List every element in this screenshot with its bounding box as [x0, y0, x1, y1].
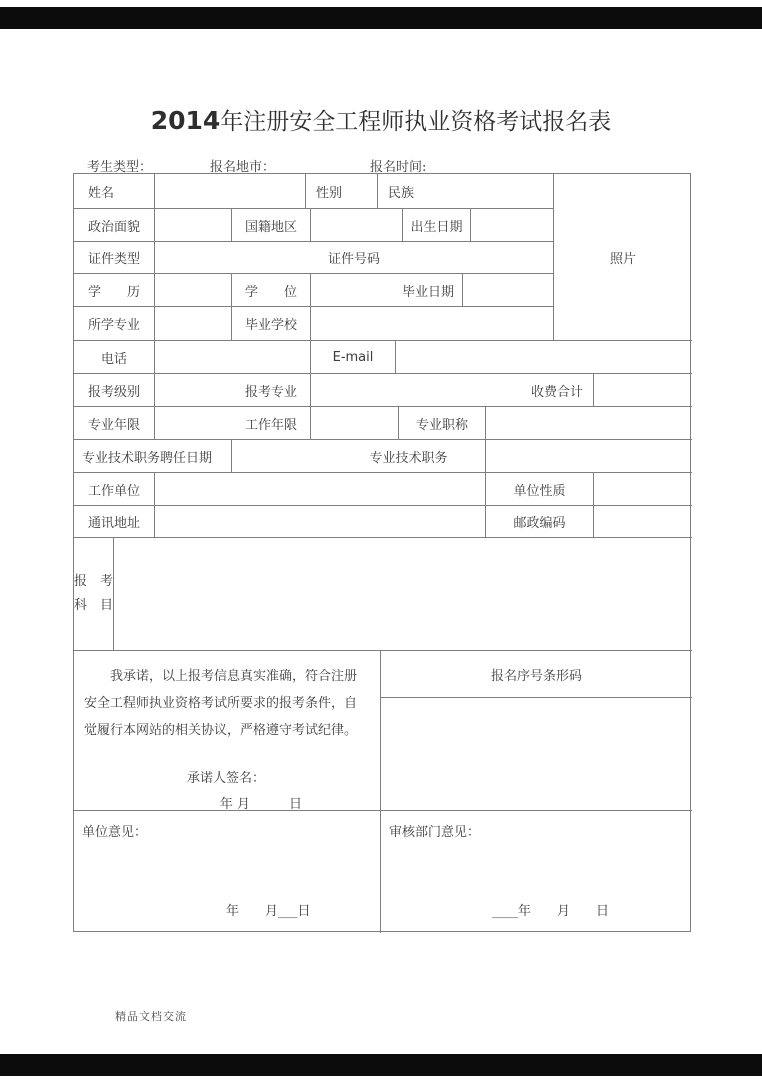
- school-label: 毕业学校: [232, 307, 311, 341]
- ethnicity-label: 民族: [378, 174, 554, 209]
- name-input-cell[interactable]: [155, 174, 306, 209]
- email-input-cell[interactable]: [396, 341, 692, 374]
- title-year: 2014: [150, 106, 221, 135]
- employer-opinion-cell[interactable]: [74, 811, 381, 933]
- id-number-label: 证件号码: [155, 242, 554, 274]
- postcode-label: 邮政编码: [486, 506, 594, 538]
- nationality-label: 国籍地区: [232, 209, 311, 242]
- id-type-label: 证件类型: [74, 242, 155, 274]
- gender-label: 性别: [306, 174, 378, 209]
- fee-total-input-cell[interactable]: [594, 374, 692, 407]
- commitment-statement-cell: [74, 651, 381, 811]
- exam-subjects-label: [74, 538, 114, 651]
- political-status-input-cell[interactable]: [155, 209, 232, 242]
- address-label: 通讯地址: [74, 506, 155, 538]
- candidate-type-label: 考生类型：: [87, 160, 153, 175]
- professional-title-input-cell[interactable]: [486, 407, 692, 440]
- nationality-input-cell[interactable]: [311, 209, 403, 242]
- review-opinion-label: 审核部门意见：: [389, 825, 481, 840]
- review-opinion-cell[interactable]: [381, 811, 692, 933]
- major-input-cell[interactable]: [155, 307, 232, 341]
- commitment-line: 觉履行本网站的相关协议，严格遵守考试纪律。: [84, 723, 358, 738]
- commitment-line: 我承诺，以上报考信息真实准确，符合注册: [110, 669, 358, 684]
- school-input-cell[interactable]: [311, 307, 554, 341]
- commitment-line: 安全工程师执业资格考试所要求的报考条件，自: [84, 696, 358, 711]
- commitment-date-line: 年 月 日: [219, 797, 303, 811]
- signature-label: 承诺人签名：: [186, 771, 265, 786]
- title-text: 年注册安全工程师执业资格考试报名表: [220, 109, 612, 135]
- graduation-date-input-cell[interactable]: [463, 274, 554, 307]
- birth-date-input-cell[interactable]: [471, 209, 554, 242]
- registration-form-table: [73, 173, 691, 932]
- work-years-input-cell[interactable]: [311, 407, 399, 440]
- barcode-label: 报名序号条形码: [381, 651, 692, 698]
- address-input-cell[interactable]: [155, 506, 486, 538]
- phone-input-cell[interactable]: [155, 341, 311, 374]
- professional-position-label: 专业技术职务: [232, 440, 486, 473]
- birth-date-label: 出生日期: [403, 209, 471, 242]
- education-input-cell[interactable]: [155, 274, 232, 307]
- employer-type-input-cell[interactable]: [594, 473, 692, 506]
- employer-label: 工作单位: [74, 473, 155, 506]
- email-label: E-mail: [311, 341, 396, 374]
- professional-position-input-cell[interactable]: [486, 440, 692, 473]
- education-label: 学 历: [74, 274, 155, 307]
- exam-subjects-label-line2: 科 目: [74, 598, 114, 613]
- barcode-area-cell[interactable]: [381, 698, 692, 811]
- postcode-input-cell[interactable]: [594, 506, 692, 538]
- appointment-date-label: 专业技术职务聘任日期: [74, 440, 232, 473]
- employer-type-label: 单位性质: [486, 473, 594, 506]
- major-label: 所学专业: [74, 307, 155, 341]
- employer-opinion-label: 单位意见：: [82, 825, 148, 840]
- work-years-label: 工作年限: [155, 407, 311, 440]
- employer-input-cell[interactable]: [155, 473, 486, 506]
- graduation-date-label: 毕业日期: [311, 274, 463, 307]
- political-status-label: 政治面貌: [74, 209, 155, 242]
- watermark-text: 精品文档交流: [115, 1010, 187, 1023]
- exam-subjects-label-line1: 报 考: [74, 574, 114, 589]
- top-page-divider-bar: [0, 7, 762, 29]
- employer-opinion-date-line: 年 月___日: [226, 904, 311, 919]
- exam-major-label: 报考专业: [155, 374, 311, 407]
- photo-placeholder-cell: 照片: [554, 174, 692, 341]
- degree-label: 学 位: [232, 274, 311, 307]
- exam-subjects-input-cell[interactable]: [114, 538, 692, 651]
- registration-time-label: 报名时间:: [370, 160, 427, 175]
- page-title: [0, 103, 762, 136]
- phone-label: 电话: [74, 341, 155, 374]
- fee-total-label: 收费合计: [311, 374, 594, 407]
- professional-title-label: 专业职称: [399, 407, 486, 440]
- exam-level-label: 报考级别: [74, 374, 155, 407]
- name-label: 姓名: [74, 174, 155, 209]
- review-opinion-date-line: ____年 月 日: [492, 904, 610, 919]
- registration-city-label: 报名地市：: [210, 160, 276, 175]
- bottom-page-divider-bar: [0, 1054, 762, 1076]
- professional-years-label: 专业年限: [74, 407, 155, 440]
